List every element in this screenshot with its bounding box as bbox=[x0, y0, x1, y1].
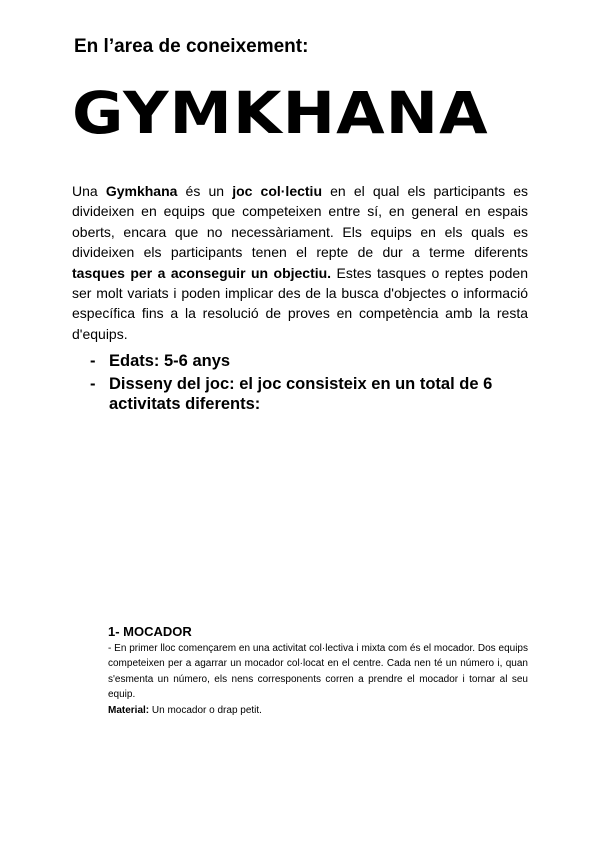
activity-description: - En primer lloc començarem en una activitat col·lectiva i mixta com és el mocador. Dos equips competeixen per a agarrar un mocador col·locat en el centre. Cada nen té un número i, quan s'esmenta un número, els nens corresponents corren a prendre el mocador i tornar al seu equip. bbox=[108, 643, 528, 701]
intro-text-2: és un bbox=[177, 183, 233, 199]
list-item-text: Disseny del joc: el joc consisteix en un total de 6 activitats diferents: bbox=[109, 375, 493, 413]
list-dash: - bbox=[90, 375, 96, 393]
intro-text-4: Estes tasques o reptes poden ser molt variats i poden implicar des de la busca d'objectes o informació específica fins a la resolució de proves en competència amb la resta d'equips. bbox=[72, 264, 528, 342]
intro-text-1: Una bbox=[72, 183, 106, 199]
list-dash: - bbox=[90, 352, 96, 370]
activity-section bbox=[108, 624, 528, 718]
page-title: GYMKHANA bbox=[72, 79, 489, 147]
intro-text-3: en el qual els participants es divideixen en equips que competeixen entre sí, en general en espais oberts, encara que no necessàriament. Els equips en els quals es divideixen els participants tenen el repte de dur a terme diferents bbox=[72, 183, 529, 261]
intro-bold-joc: joc col·lectiu bbox=[232, 183, 323, 199]
intro-bold-tasques: tasques per a aconseguir un objectiu. bbox=[72, 264, 332, 281]
list-item-design bbox=[90, 374, 530, 414]
activity-material bbox=[108, 703, 528, 718]
activity-title: 1- MOCADOR bbox=[108, 624, 192, 639]
intro-bold-gymkhana: Gymkhana bbox=[105, 183, 178, 199]
list-item-text: Edats: 5-6 anys bbox=[109, 352, 231, 370]
material-label: Material: bbox=[108, 704, 150, 716]
intro-paragraph bbox=[72, 181, 528, 344]
area-heading: En l’area de coneixement: bbox=[74, 36, 309, 57]
list-item-ages bbox=[90, 351, 530, 371]
details-list bbox=[90, 351, 530, 417]
material-text: Un mocador o drap petit. bbox=[149, 704, 262, 716]
